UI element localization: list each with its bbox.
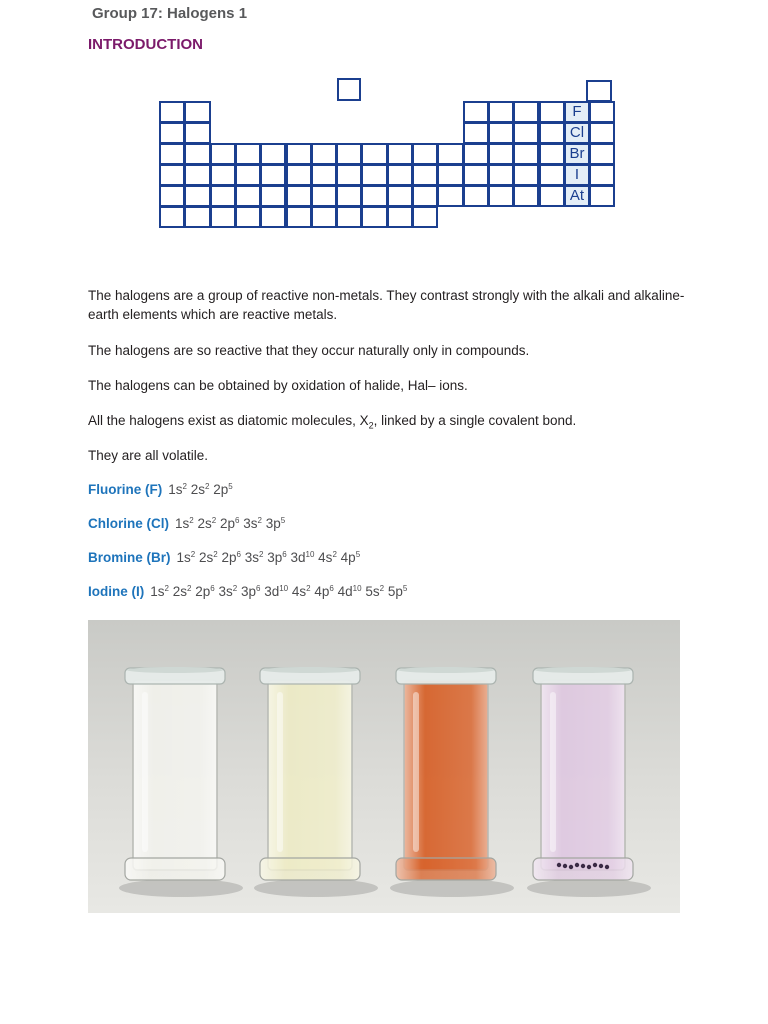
electron-count: 5 xyxy=(228,482,233,491)
iodine-crystal xyxy=(593,863,597,867)
table-cell xyxy=(488,185,514,207)
jar-lid xyxy=(262,667,358,673)
table-cell xyxy=(513,164,539,186)
electron-count: 10 xyxy=(352,584,362,593)
orbital-term: 2s xyxy=(199,550,214,565)
jar-shadow xyxy=(254,879,378,897)
orbital-term: 3d xyxy=(264,584,280,599)
table-cell xyxy=(488,122,514,144)
table-cell xyxy=(235,143,261,165)
electron-count: 2 xyxy=(257,516,262,525)
orbital-term: 5p xyxy=(387,584,403,599)
table-cell xyxy=(286,164,312,186)
element-name: Bromine (Br) xyxy=(88,550,171,565)
table-cell xyxy=(159,122,185,144)
table-cell xyxy=(159,101,185,123)
orbital-term: 3d xyxy=(290,550,306,565)
diatomic-subscript: 2 xyxy=(368,420,374,431)
table-cell xyxy=(513,143,539,165)
electron-count: 2 xyxy=(211,516,217,525)
table-cell xyxy=(589,122,615,144)
electron-configuration xyxy=(150,584,407,599)
orbital-term: 4p xyxy=(314,584,330,599)
iodine-crystal xyxy=(587,865,591,869)
table-cell xyxy=(437,143,463,165)
table-cell xyxy=(210,143,236,165)
orbital-term: 4s xyxy=(318,550,333,565)
table-cell xyxy=(488,164,514,186)
table-cell xyxy=(260,143,286,165)
table-cell xyxy=(437,164,463,186)
jar-shadow xyxy=(390,879,514,897)
table-cell xyxy=(539,143,565,165)
jar-shadow xyxy=(119,879,243,897)
electron-count: 2 xyxy=(259,550,264,559)
table-cell xyxy=(539,185,565,207)
electron-count: 6 xyxy=(235,516,240,525)
orbital-term: 4p xyxy=(340,550,356,565)
periodic-table-diagram xyxy=(0,0,768,240)
table-cell xyxy=(361,164,387,186)
electron-configuration xyxy=(175,516,285,531)
table-cell xyxy=(311,143,337,165)
orbital-term: 1s xyxy=(176,550,191,565)
electron-count: 10 xyxy=(279,584,289,593)
jar-base-glass xyxy=(396,858,496,880)
electron-count: 2 xyxy=(164,584,169,593)
table-cell xyxy=(184,164,210,186)
table-cell xyxy=(539,101,565,123)
iodine-crystal xyxy=(599,864,603,868)
table-cell xyxy=(361,206,387,228)
table-cell xyxy=(260,185,286,207)
electron-count: 6 xyxy=(282,550,287,559)
table-cell xyxy=(210,206,236,228)
table-cell xyxy=(387,164,413,186)
table-cell xyxy=(412,164,438,186)
halogen-cell xyxy=(564,185,590,207)
electron-count: 10 xyxy=(305,550,315,559)
jar-highlight xyxy=(413,692,419,852)
jar-base-glass xyxy=(533,858,633,880)
electron-count: 2 xyxy=(187,584,192,593)
table-cell xyxy=(387,206,413,228)
electron-count: 6 xyxy=(210,584,215,593)
reactivity-paragraph: The halogens are so reactive that they occur naturally only in compounds. xyxy=(88,343,530,358)
table-cell xyxy=(463,164,489,186)
table-cell xyxy=(488,101,514,123)
table-cell xyxy=(260,164,286,186)
electron-count: 6 xyxy=(329,584,334,593)
electron-count: 5 xyxy=(280,516,286,525)
electron-count: 6 xyxy=(255,584,261,593)
table-cell xyxy=(539,122,565,144)
config-chlorine xyxy=(88,514,708,533)
orbital-term: 2p xyxy=(221,550,237,565)
electron-count: 2 xyxy=(232,584,238,593)
table-cell xyxy=(513,101,539,123)
orbital-term: 2s xyxy=(197,516,212,531)
orbital-term: 3s xyxy=(243,516,258,531)
jar-lid xyxy=(127,667,223,673)
table-cell xyxy=(286,185,312,207)
table-cell xyxy=(235,164,261,186)
table-cell xyxy=(437,185,463,207)
table-cell-helium xyxy=(586,80,612,102)
element-name: Fluorine (F) xyxy=(88,482,163,497)
table-cell xyxy=(159,206,185,228)
electron-count: 2 xyxy=(189,516,194,525)
orbital-term: 1s xyxy=(168,482,183,497)
electron-count: 2 xyxy=(306,584,311,593)
volatile-paragraph: They are all volatile. xyxy=(88,448,209,463)
table-cell xyxy=(589,185,615,207)
oxidation-paragraph: The halogens can be obtained by oxidation of halide, Hal– ions. xyxy=(88,378,468,393)
table-cell xyxy=(589,143,615,165)
table-cell xyxy=(184,185,210,207)
jar-highlight xyxy=(277,692,283,852)
halogen-cell xyxy=(564,101,590,123)
orbital-term: 1s xyxy=(175,516,190,531)
table-cell xyxy=(387,185,413,207)
table-cell xyxy=(336,206,362,228)
diatomic-text-start: All the halogens exist as diatomic molecules, X xyxy=(88,413,369,428)
electron-count: 2 xyxy=(205,482,210,491)
table-cell xyxy=(463,185,489,207)
table-cell xyxy=(412,143,438,165)
config-iodine xyxy=(88,582,708,601)
table-cell xyxy=(311,206,337,228)
table-cell xyxy=(513,185,539,207)
section-heading: INTRODUCTION xyxy=(88,36,203,53)
table-cell xyxy=(184,206,210,228)
halogen-jars-photo xyxy=(88,620,680,913)
orbital-term: 5s xyxy=(365,584,380,599)
jar-lid xyxy=(535,667,631,673)
table-cell xyxy=(387,143,413,165)
orbital-term: 4d xyxy=(337,584,353,599)
table-cell xyxy=(159,143,185,165)
electron-count: 5 xyxy=(402,584,408,593)
iodine-crystal xyxy=(581,864,585,868)
orbital-term: 3p xyxy=(240,584,256,599)
orbital-term: 3s xyxy=(218,584,233,599)
element-symbol: At xyxy=(569,187,585,204)
diatomic-paragraph xyxy=(88,411,688,436)
table-cell xyxy=(361,185,387,207)
electron-count: 5 xyxy=(355,550,361,559)
halogen-cell xyxy=(564,143,590,165)
element-name: Chlorine (Cl) xyxy=(88,516,169,531)
jar-highlight xyxy=(550,692,556,852)
jar-lid xyxy=(398,667,494,673)
table-cell xyxy=(336,185,362,207)
table-cell xyxy=(235,185,261,207)
table-cell xyxy=(539,164,565,186)
table-cell xyxy=(589,164,615,186)
electron-count: 2 xyxy=(190,550,196,559)
orbital-term: 1s xyxy=(150,584,165,599)
orbital-term: 2p xyxy=(219,516,235,531)
table-cell xyxy=(311,185,337,207)
orbital-term: 3p xyxy=(267,550,283,565)
orbital-term: 3p xyxy=(265,516,281,531)
jars-illustration xyxy=(88,620,680,913)
halogen-cell xyxy=(564,122,590,144)
halogen-cell xyxy=(564,164,590,186)
iodine-crystal xyxy=(563,864,567,868)
orbital-term: 2s xyxy=(172,584,187,599)
config-fluorine xyxy=(88,480,708,499)
table-cell xyxy=(159,185,185,207)
element-name: Iodine (I) xyxy=(88,584,145,599)
table-cell xyxy=(159,164,185,186)
orbital-term: 2p xyxy=(195,584,211,599)
table-cell xyxy=(463,143,489,165)
table-cell xyxy=(463,122,489,144)
diatomic-text-end: , linked by a single covalent bond. xyxy=(373,413,577,428)
electron-configuration xyxy=(177,550,361,565)
table-cell xyxy=(235,206,261,228)
table-cell xyxy=(589,101,615,123)
config-bromine xyxy=(88,548,708,567)
table-cell xyxy=(488,143,514,165)
table-cell xyxy=(412,185,438,207)
jar-shadow xyxy=(527,879,651,897)
table-cell xyxy=(184,101,210,123)
element-symbol: F xyxy=(572,103,582,120)
table-cell xyxy=(184,143,210,165)
electron-count: 2 xyxy=(213,550,218,559)
table-cell xyxy=(210,185,236,207)
table-cell xyxy=(210,164,236,186)
table-cell xyxy=(361,143,387,165)
electron-count: 2 xyxy=(379,584,385,593)
iodine-crystal xyxy=(575,863,579,867)
table-cell xyxy=(286,206,312,228)
orbital-term: 2s xyxy=(190,482,205,497)
table-cell xyxy=(336,164,362,186)
element-symbol: I xyxy=(574,166,580,183)
orbital-term: 2p xyxy=(213,482,229,497)
orbital-term: 4s xyxy=(291,584,307,599)
page-header-title: Group 17: Halogens 1 xyxy=(92,5,248,22)
element-symbol: Br xyxy=(569,145,585,162)
jar-base-glass xyxy=(125,858,225,880)
table-cell-hydrogen xyxy=(337,78,361,101)
table-cell xyxy=(336,143,362,165)
iodine-crystal xyxy=(557,863,561,867)
electron-count: 2 xyxy=(332,550,337,559)
table-cell xyxy=(513,122,539,144)
intro-paragraph: The halogens are a group of reactive non-metals. They contrast strongly with the alkali and alkaline-earth elements which are reactive metals. xyxy=(88,288,685,322)
electron-configuration xyxy=(168,482,232,497)
iodine-crystal xyxy=(569,865,573,869)
element-symbol: Cl xyxy=(569,124,585,141)
electron-count: 6 xyxy=(236,550,241,559)
table-cell xyxy=(184,122,210,144)
table-cell xyxy=(463,101,489,123)
table-cell xyxy=(260,206,286,228)
electron-count: 2 xyxy=(182,482,187,491)
jar-highlight xyxy=(142,692,148,852)
iodine-crystal xyxy=(605,865,609,869)
table-cell xyxy=(412,206,438,228)
jar-base-glass xyxy=(260,858,360,880)
table-cell xyxy=(286,143,312,165)
orbital-term: 3s xyxy=(244,550,259,565)
table-cell xyxy=(311,164,337,186)
